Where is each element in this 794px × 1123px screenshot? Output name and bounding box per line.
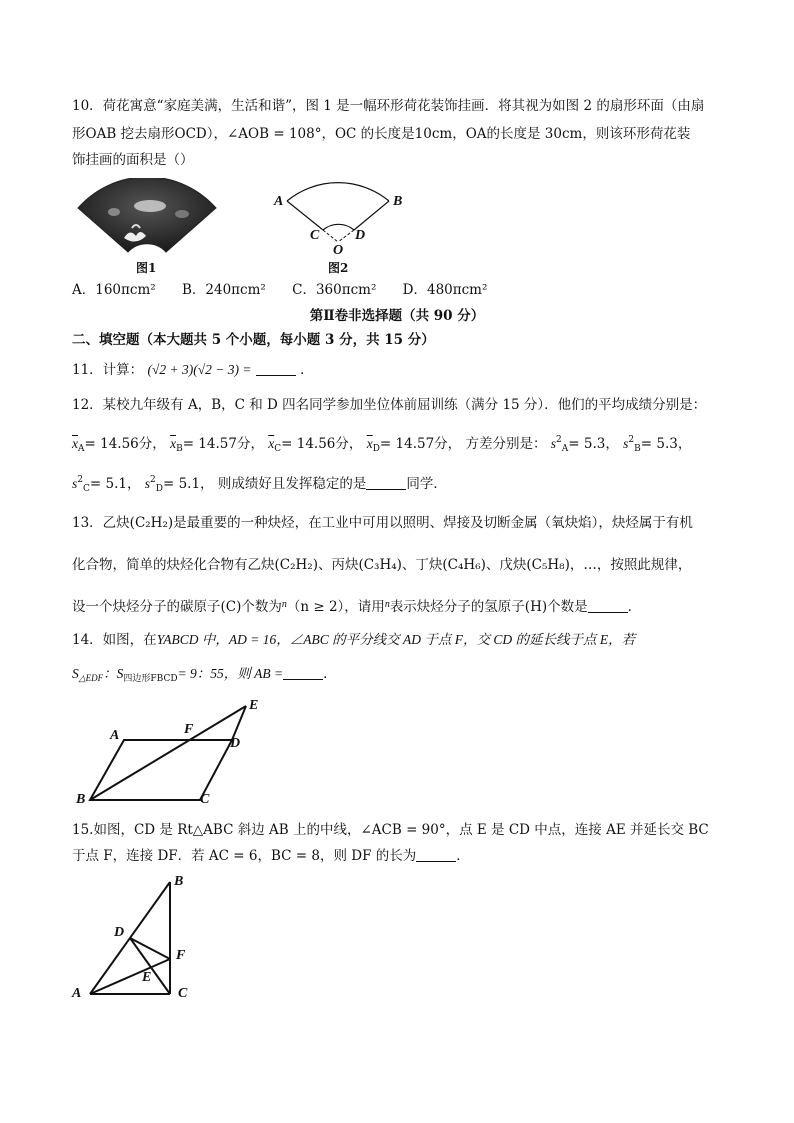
q11-answer-blank[interactable] <box>256 361 296 376</box>
figure-1-caption: 图1 <box>136 261 157 275</box>
q12-tail-2: 同学． <box>406 476 447 492</box>
q13-line-2: 化合物，简单的炔烃化合物有乙炔(C₂H₂)、丙炔(C₃H₄)、丁炔(C₄H₆)、戊炔(C₅H₈)，…，按照此规律， <box>72 557 692 573</box>
q15-answer-blank[interactable] <box>416 847 456 862</box>
variance-b: = 5.3， <box>640 436 692 452</box>
q14-label-f: F <box>184 722 194 737</box>
q14-label-d: D <box>230 736 241 751</box>
q15-label-f: F <box>176 948 186 963</box>
q15-line-2: 于点 F，连接 DF．若 AC = 6，BC = 8，则 DF 的长为 ． <box>72 848 470 864</box>
q15-line-2a: 于点 F，连接 DF．若 AC = 6，BC = 8，则 DF 的长为 <box>72 848 417 864</box>
part-2-title: 二、填空题（本大题共 5 个小题，每小题 3 分，共 15 分） <box>72 332 435 348</box>
q11-expression: (√2 + 3)(√2 − 3) = <box>147 362 252 377</box>
q12-line-1: 12．某校九年级有 A，B，C 和 D 四名同学参加坐位体前屈训练（满分 15 分）．他们的平均成绩分别是： <box>72 397 707 413</box>
q15-label-a: A <box>72 986 82 1001</box>
figure-1-lotus-fan-painting <box>74 178 220 260</box>
q13-line-3a: 设一个炔烃分子的碳原子(C)个数为 <box>72 599 282 615</box>
q10-line-3: 饰挂画的面积是（） <box>72 152 194 168</box>
q11-prefix: 11．计算： <box>72 362 144 378</box>
q10-line-2: 形OAB 挖去扇形OCD），∠AOB = 108°，OC 的长度是10cm，OA的长度是 30cm，则该环形荷花装 <box>72 126 691 142</box>
q15-line-1: 15.如图，CD 是 Rt△ABC 斜边 AB 上的中线，∠ACB = 90°，点 E 是 CD 中点，连接 AE 并延长交 BC <box>72 822 709 838</box>
q12-tail: 则成绩好且发挥稳定的是 <box>217 476 367 492</box>
q14-label-a: A <box>110 728 120 743</box>
q13-line-3c: 表示炔烃分子的氢原子(H)个数是 <box>389 599 588 615</box>
q11-line <box>72 360 314 380</box>
q10-line-1: 10．荷花寓意“家庭美满，生活和谐”，图 1 是一幅环形荷花装饰挂画．将其视为如图 2 的扇形环面（由扇 <box>72 98 705 114</box>
figure-2-caption: 图2 <box>328 261 349 275</box>
option-b: B．240πcm² <box>181 282 266 298</box>
q14-line-1 <box>72 630 635 650</box>
q14-line-1b: ABCD 中，AD = 16，∠ABC 的平分线交 AD 于点 F，交 CD 的延长线于点 E，若 <box>163 632 636 647</box>
q11-suffix: ． <box>300 362 314 378</box>
q13-answer-blank[interactable] <box>588 598 628 613</box>
q13-line-3b: （n ≥ 2），请用 <box>286 599 385 615</box>
q13-line-1: 13．乙炔(C₂H₂)是最重要的一种炔烃，在工业中可用以照明、焊接及切断金属（氧炔焰），炔烃属于有机 <box>72 515 693 531</box>
option-c: C．360πcm² <box>292 282 377 298</box>
q10-options <box>72 280 509 300</box>
option-d: D．480πcm² <box>402 282 488 298</box>
mean-d: = 14.57分， <box>379 436 462 452</box>
option-a: A．160πcm² <box>72 282 156 298</box>
q14-line-1a: 14．如图，在 <box>72 632 157 648</box>
variance-a: = 5.3， <box>568 436 619 452</box>
figure-2-label-c: C <box>310 228 320 243</box>
figure-2-label-d: D <box>355 228 366 243</box>
q14-label-b: B <box>76 792 86 807</box>
q14-answer-blank[interactable] <box>283 665 323 680</box>
q13-line-3d: ． <box>627 599 642 615</box>
variance-label: 方差分别是： <box>465 436 547 452</box>
q14-label-c: C <box>200 792 210 807</box>
q15-label-b: B <box>174 874 184 889</box>
q13-line-3: 设一个炔烃分子的碳原子(C)个数为$^n$（n ≥ 2），请用$^n$表示炔烃分子的氢原子(H)个数是 ． <box>72 599 642 615</box>
parallelogram-icon: Y <box>156 632 164 647</box>
variance-c: = 5.1， <box>89 476 141 492</box>
q12-line-3: $s^2_C= 5.1$， $s^2_D= 5.1$， 则成绩好且发挥稳定的是 同学． <box>72 475 447 494</box>
q14-label-e: E <box>249 698 259 713</box>
q15-label-c: C <box>178 986 188 1001</box>
q15-label-d: D <box>114 925 125 940</box>
section-title: 第Ⅱ卷非选择题（共 90 分） <box>309 308 485 324</box>
figure-2-label-o: O <box>333 243 344 258</box>
mean-b: = 14.57分， <box>182 436 264 452</box>
figure-2-label-a: A <box>274 194 284 209</box>
mean-c: = 14.56分， <box>281 436 363 452</box>
variance-d: = 5.1， <box>162 476 214 492</box>
q14-line-2: $S_{\triangle EDF}$：$S_{四边形FBCD}= 9$：55，则 AB = ． <box>72 666 337 684</box>
q14-parallelogram-figure <box>74 696 274 812</box>
q12-line-2: $\overline{x}_A= 14.56$分， $\overline{x}_B= 14.57$分， $\overline{x}_C= 14.56$分， $\overline{x}_D= 14.57$分， 方差分别是： $s^2_A= 5.3$， $s^2_B= 5.3$， <box>72 435 692 454</box>
q15-label-e: E <box>142 970 152 985</box>
figure-2-label-b: B <box>393 194 403 209</box>
q12-answer-blank[interactable] <box>366 475 406 490</box>
mean-a: = 14.56分， <box>84 436 166 452</box>
